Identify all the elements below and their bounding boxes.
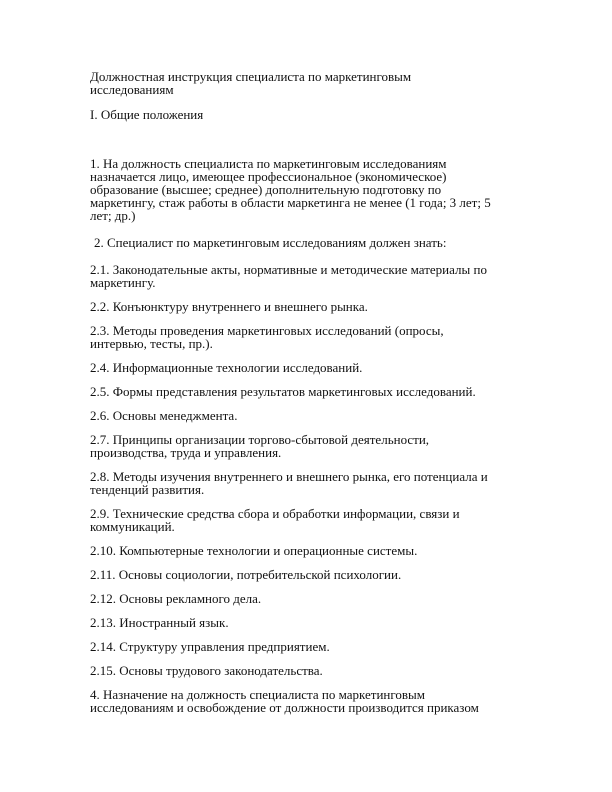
list-item-line: 2.12. Основы рекламного дела.: [90, 591, 262, 606]
paragraph-line: 4. Назначение на должность специалиста по маркетинговым: [90, 687, 425, 702]
paragraph-line: лет; др.): [90, 208, 136, 223]
list-item-line: маркетингу.: [90, 275, 156, 290]
section-heading: I. Общие положения: [90, 107, 204, 122]
list-item-line: 2.10. Компьютерные технологии и операционные системы.: [90, 543, 418, 558]
list-item-line: 2.14. Структуру управления предприятием.: [90, 639, 330, 654]
list-item: [90, 507, 530, 533]
list-item: [90, 616, 530, 629]
list-item-line: 2.15. Основы трудового законодательства.: [90, 663, 323, 678]
list-item: [90, 592, 530, 605]
list-item-line: 2.1. Законодательные акты, нормативные и методические материалы по: [90, 262, 487, 277]
list-item-line: производства, труда и управления.: [90, 445, 282, 460]
list-item: [90, 409, 530, 422]
list-item-line: 2.5. Формы представления результатов маркетинговых исследований.: [90, 384, 476, 399]
list-item: [90, 300, 530, 313]
title-line: исследованиям: [90, 82, 174, 97]
list-item-line: 2.2. Конъюнктуру внутреннего и внешнего рынка.: [90, 299, 368, 314]
list-item: [90, 470, 530, 496]
list-item-line: интервью, тесты, пр.).: [90, 336, 213, 351]
paragraph-line: образование (высшее; среднее) дополнительную подготовку по: [90, 182, 442, 197]
list-item: [90, 664, 530, 677]
list-item-line: 2.9. Технические средства сбора и обработки информации, связи и: [90, 506, 460, 521]
list-item-line: 2.8. Методы изучения внутреннего и внешнего рынка, его потенциала и: [90, 469, 488, 484]
knowledge-list: [90, 263, 530, 677]
list-item: [90, 385, 530, 398]
list-item-line: 2.13. Иностранный язык.: [90, 615, 229, 630]
list-item-line: коммуникаций.: [90, 519, 175, 534]
paragraph-4: [90, 688, 530, 714]
list-item: [90, 433, 530, 459]
paragraph-1: [90, 157, 530, 222]
list-item-line: 2.11. Основы социологии, потребительской психологии.: [90, 567, 402, 582]
list-item-line: 2.6. Основы менеджмента.: [90, 408, 238, 423]
list-item-line: 2.3. Методы проведения маркетинговых исследований (опросы,: [90, 323, 444, 338]
document-title: [90, 70, 530, 96]
document-page: [90, 70, 530, 728]
paragraph-line: 2. Специалист по маркетинговым исследованиям должен знать:: [94, 235, 447, 250]
paragraph-line: назначается лицо, имеющее профессиональное (экономическое): [90, 169, 447, 184]
title-line: Должностная инструкция специалиста по маркетинговым: [90, 69, 412, 84]
list-item: [90, 640, 530, 653]
list-item-line: 2.7. Принципы организации торгово-сбытовой деятельности,: [90, 432, 430, 447]
paragraph-line: маркетингу, стаж работы в области маркетинга не менее (1 года; 3 лет; 5: [90, 195, 491, 210]
paragraph-2: [90, 236, 530, 249]
list-item: [90, 544, 530, 557]
list-item-line: 2.4. Информационные технологии исследований.: [90, 360, 363, 375]
paragraph-line: 1. На должность специалиста по маркетинговым исследованиям: [90, 156, 447, 171]
list-item: [90, 361, 530, 374]
paragraph-line: исследованиям и освобождение от должности производится приказом: [90, 700, 479, 715]
list-item-line: тенденций развития.: [90, 482, 205, 497]
list-item: [90, 263, 530, 289]
list-item: [90, 568, 530, 581]
list-item: [90, 324, 530, 350]
